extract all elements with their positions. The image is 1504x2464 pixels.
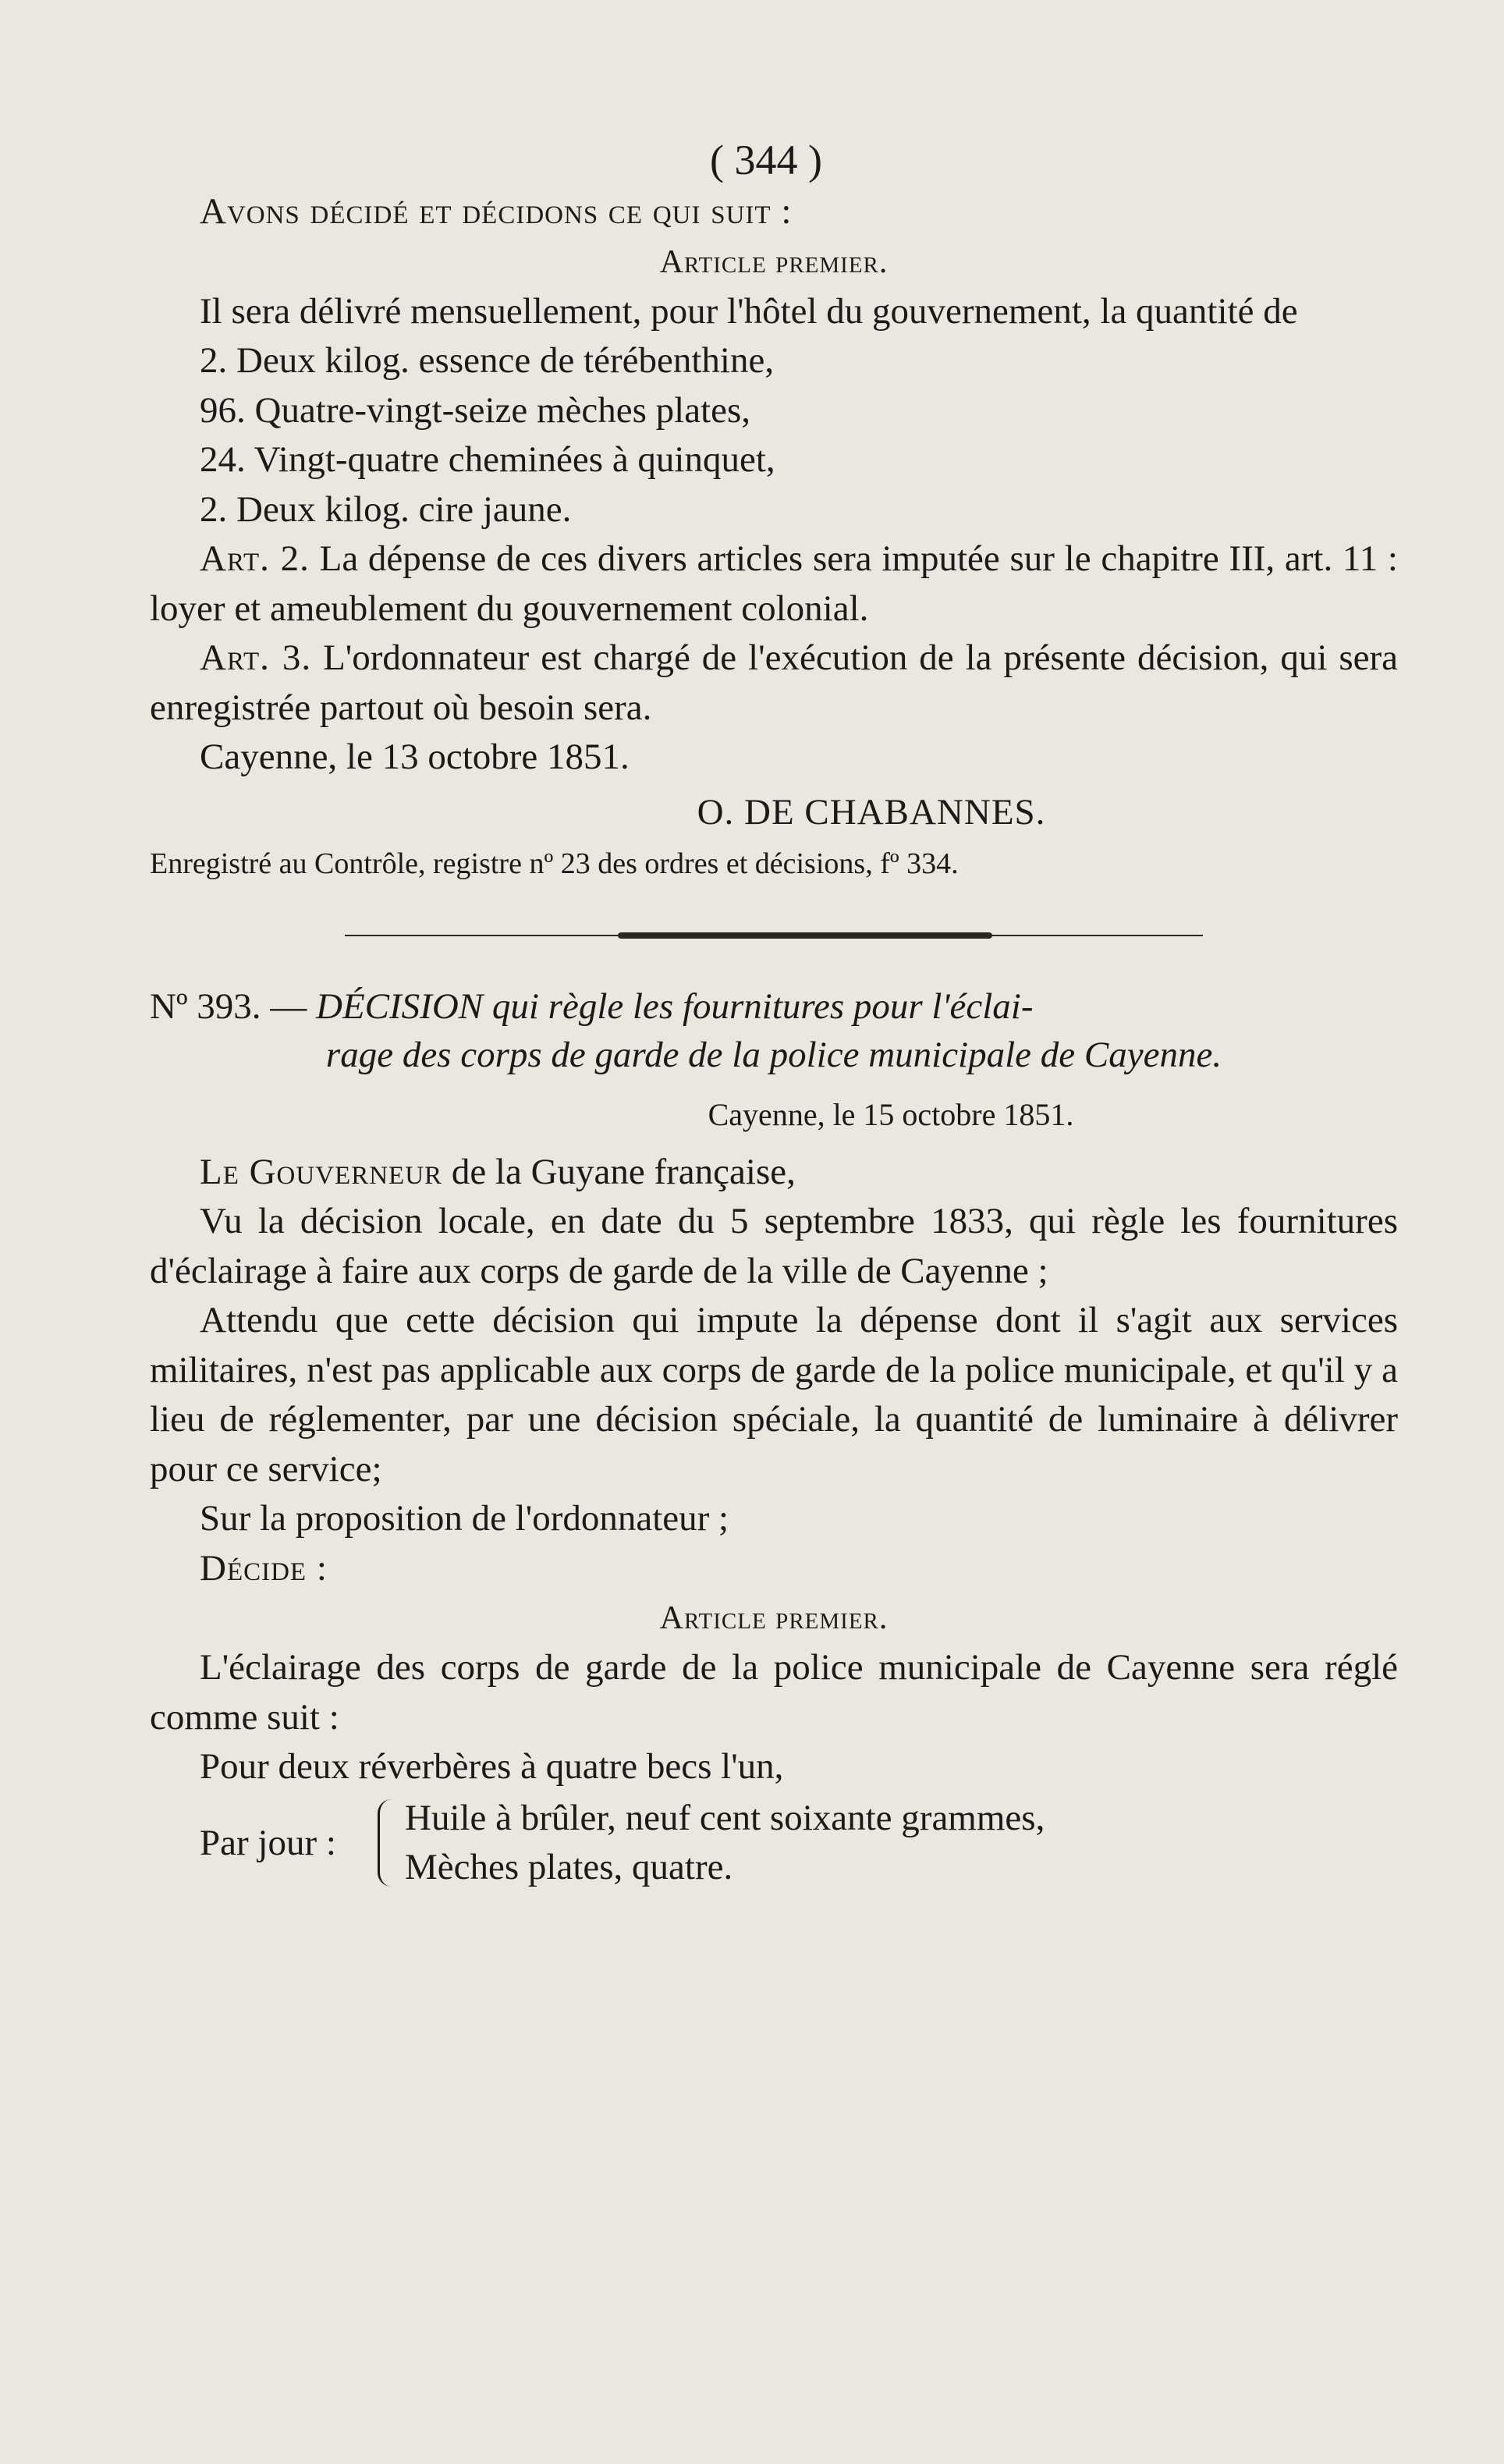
supply-item: 96. Quatre-vingt-seize mèches plates,: [200, 389, 751, 431]
decision-title-line1: DÉCISION qui règle les fournitures pour l'éclai-: [316, 985, 1034, 1027]
decision-number: Nº 393. —: [150, 985, 307, 1027]
decision-392-tail: [150, 187, 1398, 783]
section-divider: [150, 920, 1398, 951]
article-2-label: Art. 2.: [200, 538, 310, 579]
article-1-title: Article premier.: [659, 1600, 889, 1636]
governor-line: [150, 1148, 1398, 1198]
article-1-text: Il sera délivré mensuellement, pour l'hôtel du gouvernement, la quantité de: [200, 290, 1298, 332]
governor-title: Le Gouverneur: [200, 1151, 443, 1192]
decision-393-body: [150, 1148, 1398, 1792]
attendu-paragraph: Attendu que cette décision qui impute la dépense dont il s'agit aux services militaires, n'est pas applicable aux corps de garde de la police municipale, et qu'il y a lieu de réglementer, par une décision spéciale, la quantité de luminaire à délivrer pour ce service;: [150, 1300, 1398, 1489]
decision-393-heading: [150, 982, 1398, 1031]
per-day-label: Par jour :: [200, 1822, 336, 1863]
article-2: [150, 534, 1398, 634]
vu-paragraph: Vu la décision locale, en date du 5 septembre 1833, qui règle les fournitures d'éclairage à faire aux corps de garde de la ville de Cayenne ;: [150, 1201, 1398, 1291]
decision-date: Cayenne, le 15 octobre 1851.: [708, 1096, 1074, 1132]
divider-ornament: [618, 932, 992, 939]
document-page: [150, 133, 1398, 1892]
article-1-title: Article premier.: [659, 243, 889, 280]
per-day-lines: [405, 1794, 1045, 1892]
per-day-item: Huile à brûler, neuf cent soixante grammes,: [405, 1797, 1045, 1838]
place-date: Cayenne, le 13 octobre 1851.: [200, 737, 630, 777]
per-day-item: Mèches plates, quatre.: [405, 1846, 733, 1887]
supply-item: 2. Deux kilog. essence de térébenthine,: [200, 340, 775, 381]
article-2-text: La dépense de ces divers articles sera imputée sur le chapitre III, art. 11 : loyer et ameublement du gouvernement colonial.: [150, 538, 1398, 629]
decide-line: Décide :: [200, 1547, 328, 1589]
article-3-text: L'ordonnateur est chargé de l'exécution de la présente décision, qui sera enregistrée partout où besoin sera.: [150, 637, 1399, 728]
intro-line: Avons décidé et décidons ce qui suit :: [200, 191, 793, 232]
per-day-block: [150, 1794, 1398, 1892]
decision-title-line2: rage des corps de garde de la police municipale de Cayenne.: [325, 1034, 1222, 1075]
article-3: [150, 634, 1398, 733]
brace: [378, 1799, 396, 1887]
governor-rest: de la Guyane française,: [451, 1151, 796, 1192]
supply-item: 24. Vingt-quatre cheminées à quinquet,: [200, 439, 775, 480]
page-number: ( 344 ): [710, 137, 822, 183]
registration-note: Enregistré au Contrôle, registre nº 23 des ordres et décisions, fº 334.: [150, 847, 959, 880]
reverberes-line: Pour deux réverbères à quatre becs l'un,: [200, 1746, 784, 1787]
article-1-text: L'éclairage des corps de garde de la police municipale de Cayenne sera réglé comme suit :: [150, 1647, 1398, 1738]
supply-item: 2. Deux kilog. cire jaune.: [200, 488, 572, 530]
article-3-label: Art. 3.: [200, 637, 312, 678]
signature: O. DE CHABANNES.: [697, 791, 1046, 833]
proposition-line: Sur la proposition de l'ordonnateur ;: [200, 1498, 729, 1539]
